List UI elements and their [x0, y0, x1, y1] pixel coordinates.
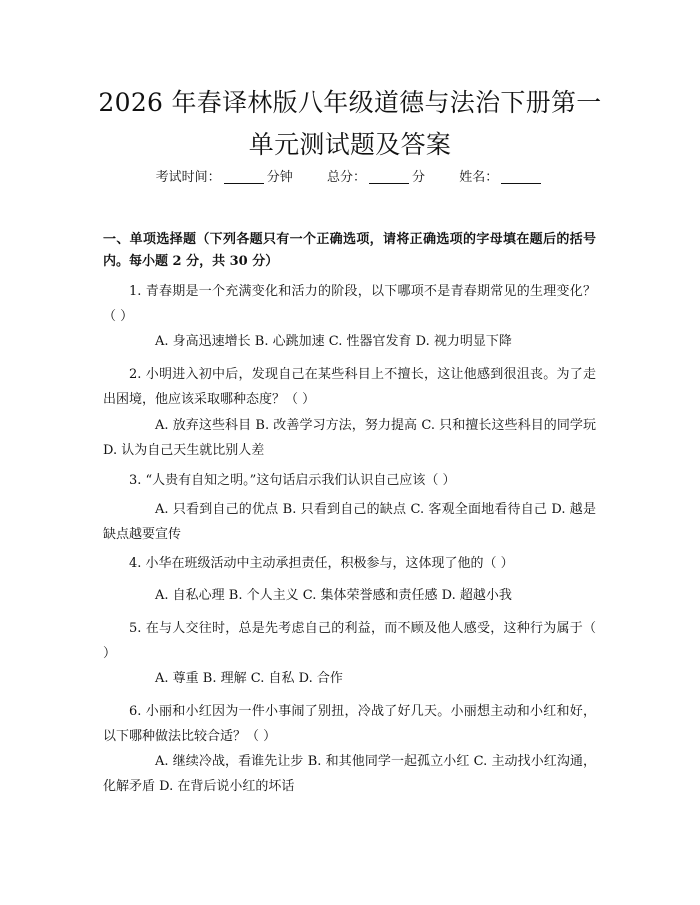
question-options: A. 自私心理 B. 个人主义 C. 集体荣誉感和责任感 D. 超越小我: [155, 588, 512, 603]
score-unit: 分: [412, 170, 426, 185]
page-title: 2026 年春译林版八年级道德与法治下册第一: [98, 88, 602, 117]
question-stem: 1. 青春期是一个充满变化和活力的阶段，以下哪项不是青春期常见的生理变化？（ ）: [103, 284, 596, 324]
time-field: [156, 168, 293, 188]
name-label: 姓名：: [459, 170, 499, 185]
score-blank: [369, 169, 409, 184]
question-options: A. 尊重 B. 理解 C. 自私 D. 合作: [155, 671, 343, 686]
name-field: [459, 168, 544, 188]
question-options: A. 放弃这些科目 B. 改善学习方法，努力提高 C. 只和擅长这些科目的同学玩 D. 认为自己天生就比别人差: [103, 418, 596, 458]
score-label: 总分：: [326, 170, 366, 185]
score-field: [327, 168, 425, 188]
time-label: 考试时间：: [155, 170, 221, 185]
time-blank: [224, 169, 264, 184]
question-stem: 3. “人贵有自知之明。”这句话启示我们认识自己应该（ ）: [129, 473, 456, 488]
question-options: A. 只看到自己的优点 B. 只看到自己的缺点 C. 客观全面地看待自己 D. 越是缺点越要宣传: [103, 502, 596, 542]
name-blank: [501, 169, 541, 184]
question-options: A. 身高迅速增长 B. 心跳加速 C. 性器官发育 D. 视力明显下降: [155, 334, 512, 349]
time-unit: 分钟: [266, 170, 293, 185]
question-stem: 6. 小丽和小红因为一件小事闹了别扭，冷战了好几天。小丽想主动和小红和好，以下哪种做法比较合适？（ ）: [103, 704, 596, 744]
exam-meta: [0, 168, 700, 188]
page-title-line2: 单元测试题及答案: [248, 130, 452, 159]
question-stem: 5. 在与人交往时，总是先考虑自己的利益，而不顾及他人感受，这种行为属于（ ）: [103, 621, 596, 661]
section-heading: 一、单项选择题（下列各题只有一个正确选项，请将正确选项的字母填在题后的括号内。每小题 2 分，共 30 分）: [103, 232, 596, 269]
question-stem: 2. 小明进入初中后，发现自己在某些科目上不擅长，这让他感到很沮丧。为了走出困境，他应该采取哪种态度？（ ）: [103, 367, 596, 407]
question-options: A. 继续冷战，看谁先让步 B. 和其他同学一起孤立小红 C. 主动找小红沟通，化解矛盾 D. 在背后说小红的坏话: [103, 754, 596, 794]
question-stem: 4. 小华在班级活动中主动承担责任，积极参与，这体现了他的（ ）: [129, 556, 514, 571]
